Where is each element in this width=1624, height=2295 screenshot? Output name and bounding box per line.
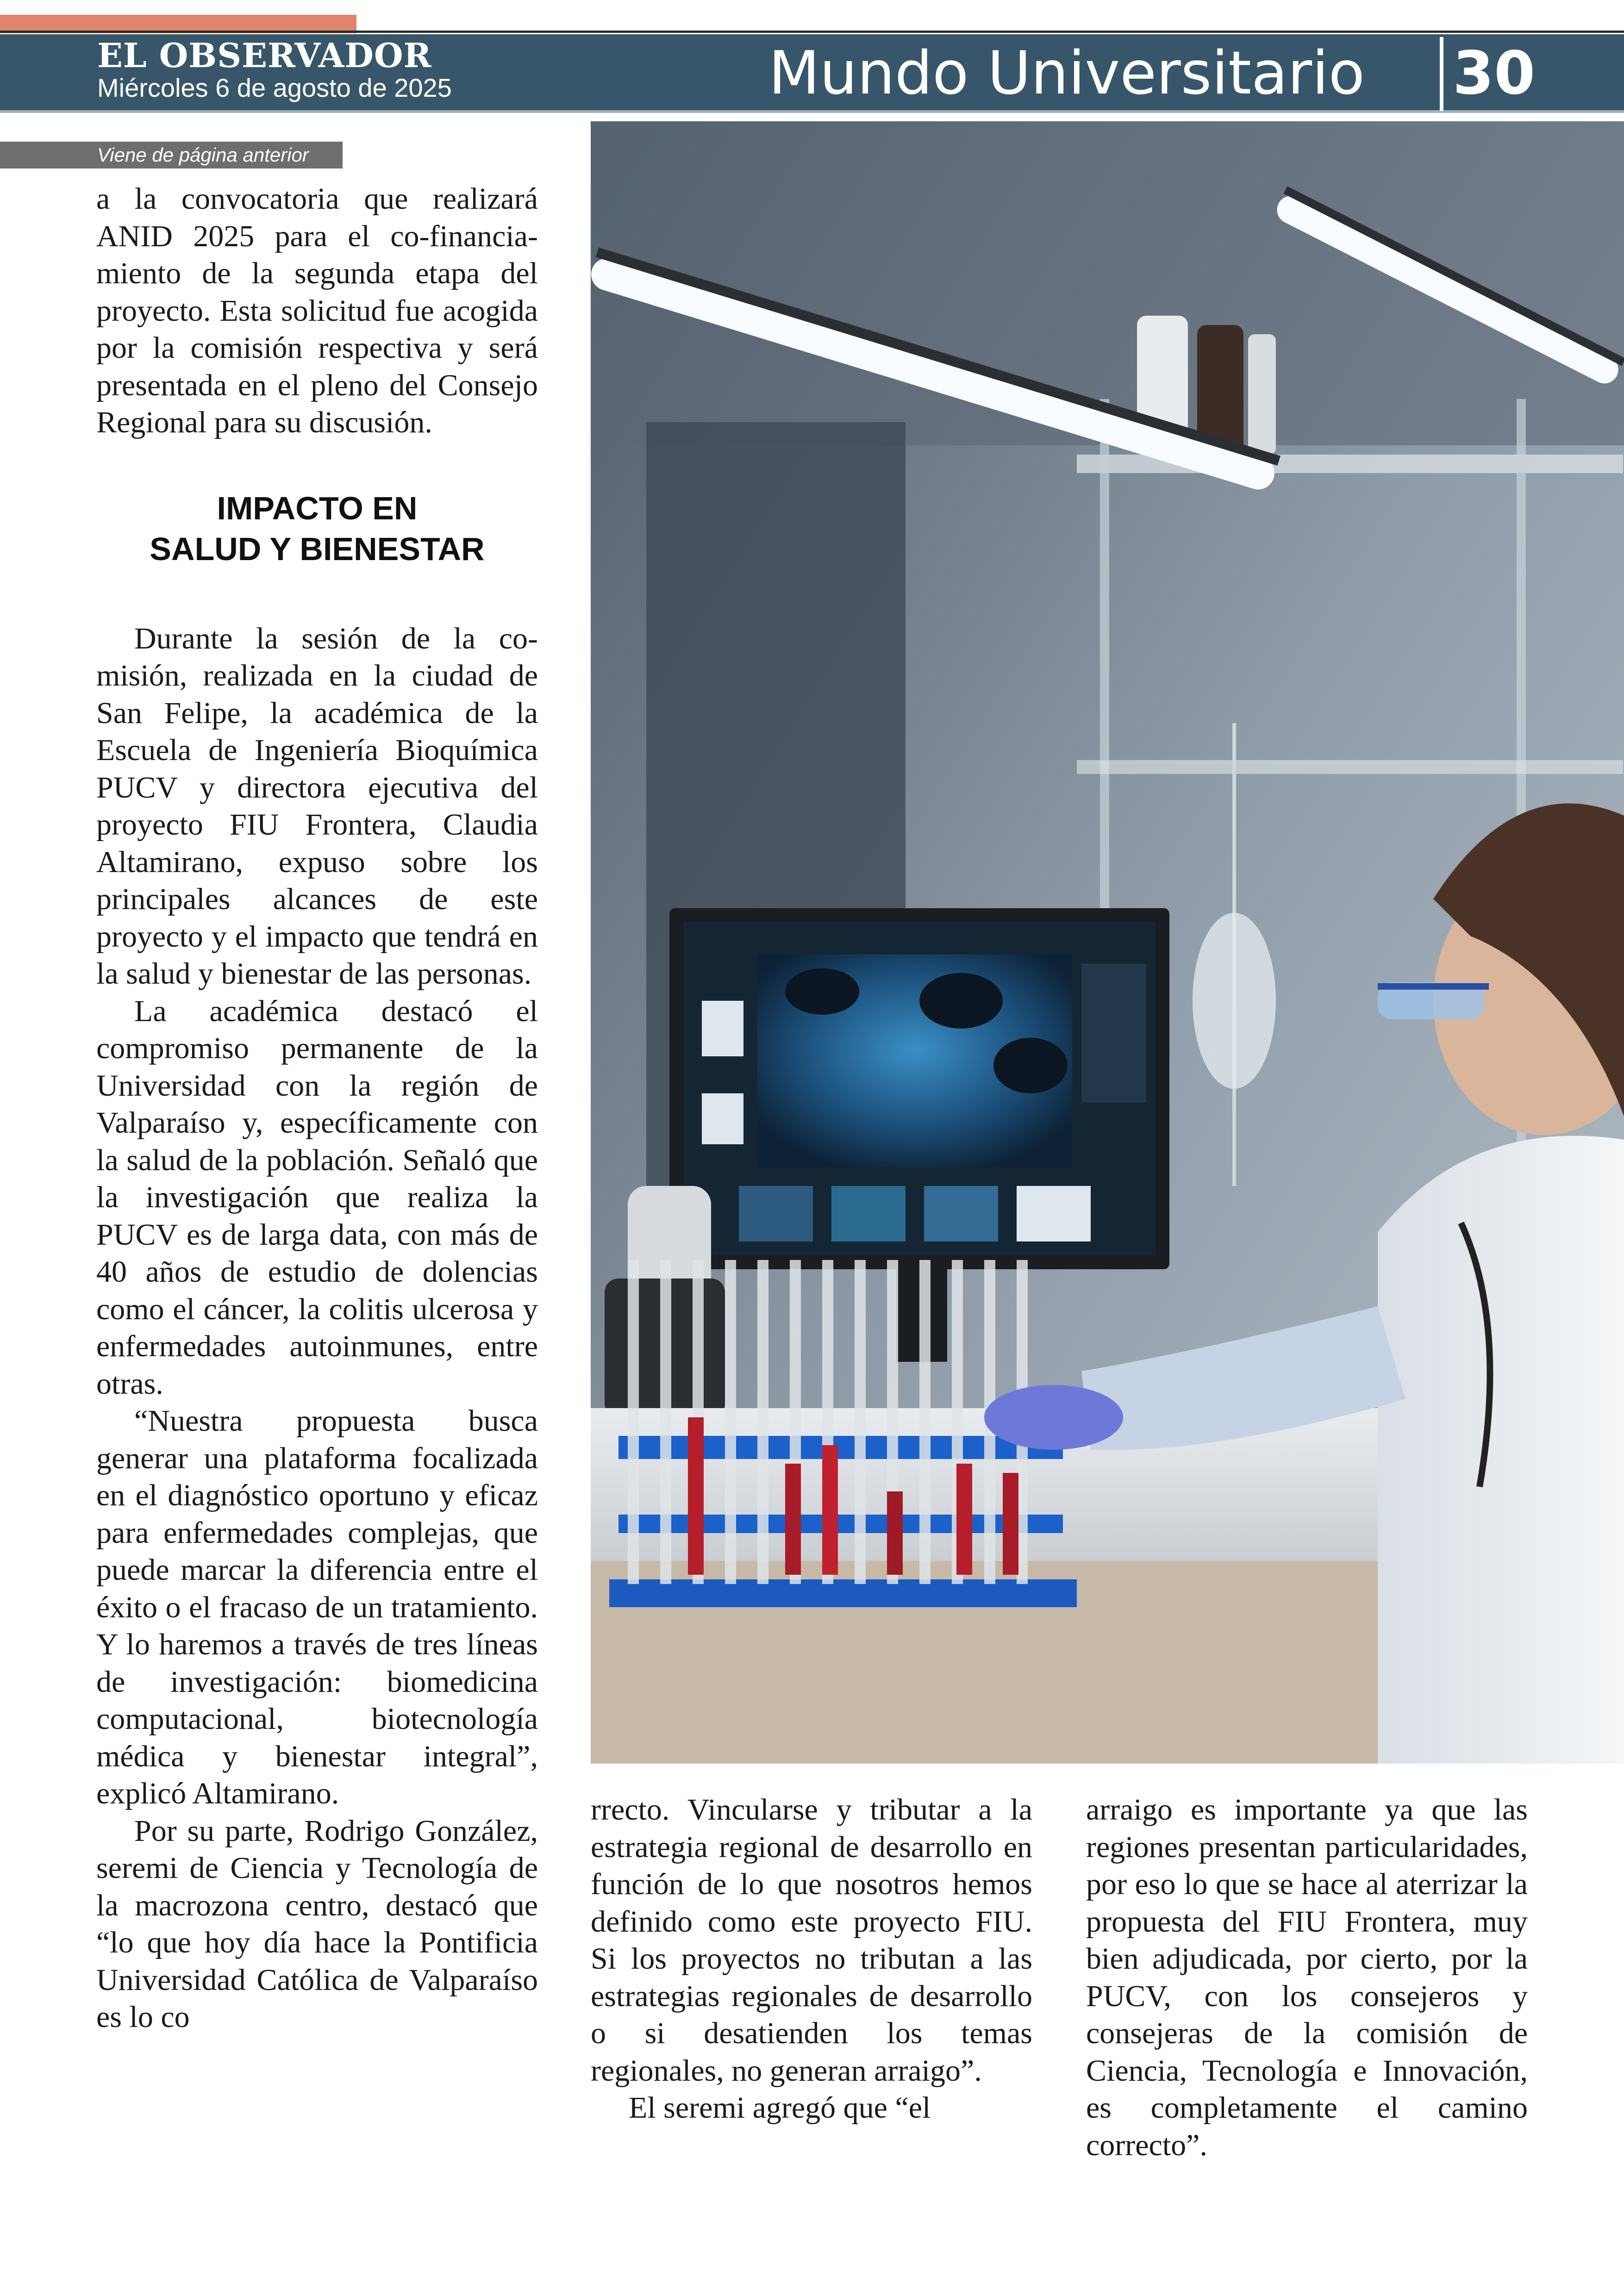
paragraph: Por su parte, Rodrigo González, seremi de Ciencia y Tecnología de la macrozona centro, destacó que “lo que hoy día hace la Pontificia Universidad Católica de Valparaíso es lo co [96, 1814, 538, 2034]
lab-scene-illustration [591, 121, 1624, 1764]
publication-date: Miércoles 6 de agosto de 2025 [97, 73, 452, 102]
article-column-left [96, 181, 538, 2036]
lead-paragraph: a la convocatoria que realizará ANID 2025 para el co-financiamiento de la segunda etapa del proyecto. Esta solicitud fue acogida por la comisión respectiva y será presentada en el pleno del Consejo Regional para su discusión. [96, 182, 538, 439]
header-divider [1440, 37, 1443, 111]
page-number: 30 [1453, 39, 1536, 108]
paragraph: El seremi agregó que “el [629, 2091, 931, 2125]
subheading-line-2: SALUD Y BIENESTAR [150, 530, 485, 567]
paragraph: rrecto. Vincularse y tributar a la estrategia regional de desarrollo en función de lo que nosotros hemos definido como este proyecto FIU. Si los proyectos no tributan a las estrategias regionales de desarrollo o si desatienden los temas regionales, no generan arraigo”. [591, 1793, 1032, 2088]
lab-photo [591, 121, 1624, 1764]
article-column-middle [591, 1791, 1032, 2127]
article-subheading [96, 488, 538, 569]
paragraph: arraigo es importante ya que las regiones presentan particularidades, por eso lo que se hace al aterrizar la propuesta del FIU Frontera, muy bien adjudicada, por cierto, por la PUCV, con los consejeros y consejeras de la comisión de Ciencia, Tecnología e Innovación, es completamente el camino correcto”. [1086, 1793, 1528, 2162]
header-rule [0, 31, 1624, 33]
subheading-line-1: IMPACTO EN [217, 490, 418, 526]
article-column-right [1086, 1791, 1528, 2164]
section-title: Mundo Universitario [768, 39, 1365, 108]
paragraph: Durante la sesión de la comisión, realizada en la ciudad de San Felipe, la académica de la Escuela de Ingeniería Bioquímica PUCV y directora ejecutiva del proyecto FIU Frontera, Claudia Altamirano, expuso sobre los principales alcances de este proyecto y el impacto que tendrá en la salud y bienestar de las personas. [96, 621, 538, 991]
continued-from-tag: Viene de página anterior [0, 142, 343, 168]
paragraph: “Nuestra propuesta busca generar una plataforma focalizada en el diagnóstico oportuno y eficaz para enfermedades complejas, que puede marcar la diferencia entre el éxito o el fracaso de un tratamiento. Y lo haremos a través de tres líneas de investigación: biomedicina computacional, biotecnología médica y bienestar integral”, explicó Altamirano. [96, 1404, 538, 1810]
paragraph: La académica destacó el compromiso permanente de la Universidad con la región de Valparaíso y, específicamente con la salud de la población. Señaló que la investigación que realiza la PUCV es de larga data, con más de 40 años de estudio de dolencias como el cáncer, la colitis ulcerosa y enfermedades autoinmunes, entre otras. [96, 994, 538, 1401]
newspaper-masthead: EL OBSERVADOR [97, 36, 432, 75]
